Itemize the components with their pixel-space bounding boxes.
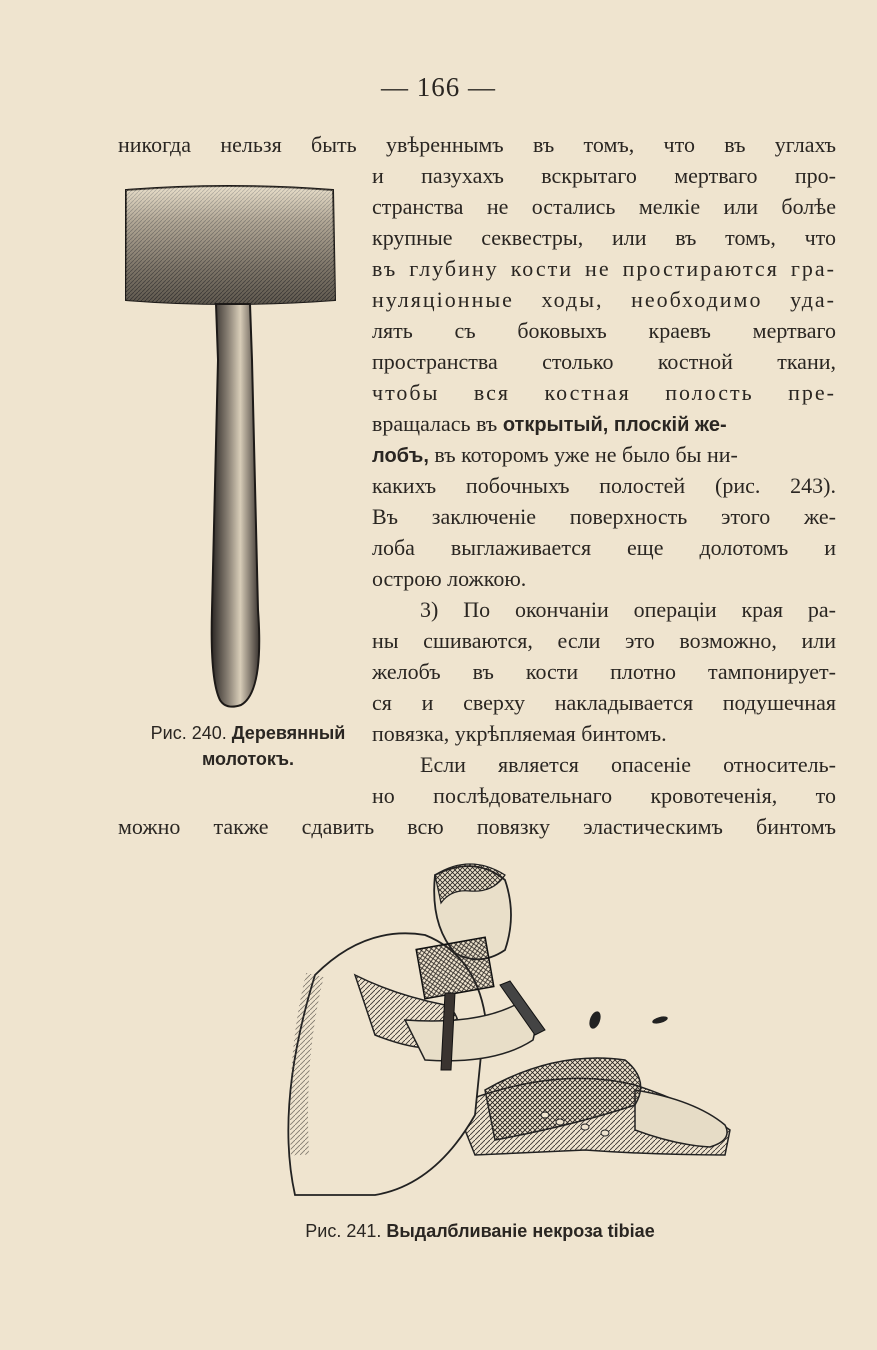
text-line: Въ заключеніе поверхность этого же- <box>372 504 836 529</box>
figure-label: Рис. 240. <box>150 723 227 743</box>
figure-label: Рис. 241. <box>305 1221 382 1241</box>
text-line: можно также сдавить всю повязку эластическимъ бинтомъ <box>118 814 836 839</box>
figure-title: Деревянный <box>231 723 346 743</box>
page-number: — 166 — <box>381 72 496 102</box>
text-line: нуляціонные ходы, необходимо уда- <box>372 287 836 312</box>
text-line: и пазухахъ вскрытаго мертваго про- <box>372 163 836 188</box>
text-line: въ глубину кости не простираются гра- <box>372 256 836 281</box>
text-line <box>372 409 836 440</box>
figure-title: Выдалбливаніе некроза tibiae <box>386 1221 655 1241</box>
text-fragment: въ которомъ уже не было бы ни- <box>434 442 738 467</box>
text-fragment: вращалась въ <box>372 411 498 436</box>
emphasis-text: открытый, плоскій же- <box>502 414 727 436</box>
text-line: какихъ побочныхъ полостей (рис. 243). <box>372 473 836 498</box>
text-line: лоба выглаживается еще долотомъ и <box>372 535 836 560</box>
text-line: ся и сверху накладывается подушечная <box>372 690 836 715</box>
text-line: Если является опасеніе относитель- <box>420 752 836 777</box>
figure-title: молотокъ. <box>201 749 295 769</box>
text-line: пространства столько костной ткани, <box>372 349 836 374</box>
text-line: но послѣдовательнаго кровотеченія, то <box>372 783 836 808</box>
surgery-illustration <box>255 855 745 1200</box>
text-line: 3) По окончаніи операціи края ра- <box>420 597 836 622</box>
text-line: желобъ въ кости плотно тампонирует- <box>372 659 836 684</box>
text-line: повязка, укрѣпляемая бинтомъ. <box>372 721 667 746</box>
text-line <box>372 440 836 471</box>
text-line: острою ложкою. <box>372 566 527 591</box>
text-line: ны сшиваются, если это возможно, или <box>372 628 836 653</box>
text-line: чтобы вся костная полость пре- <box>372 380 836 405</box>
text-line: лять съ боковыхъ краевъ мертваго <box>372 318 836 343</box>
text-line: никогда нельзя быть увѣреннымъ въ томъ, что въ углахъ <box>118 132 836 157</box>
text-line: крупные секвестры, или въ томъ, что <box>372 225 836 250</box>
figure-241-caption <box>270 1218 690 1244</box>
figure-240-caption <box>128 720 368 772</box>
mallet-illustration <box>118 180 348 710</box>
text-line: странства не остались мелкіе или болѣе <box>372 194 836 219</box>
emphasis-text: лобъ, <box>372 445 429 467</box>
